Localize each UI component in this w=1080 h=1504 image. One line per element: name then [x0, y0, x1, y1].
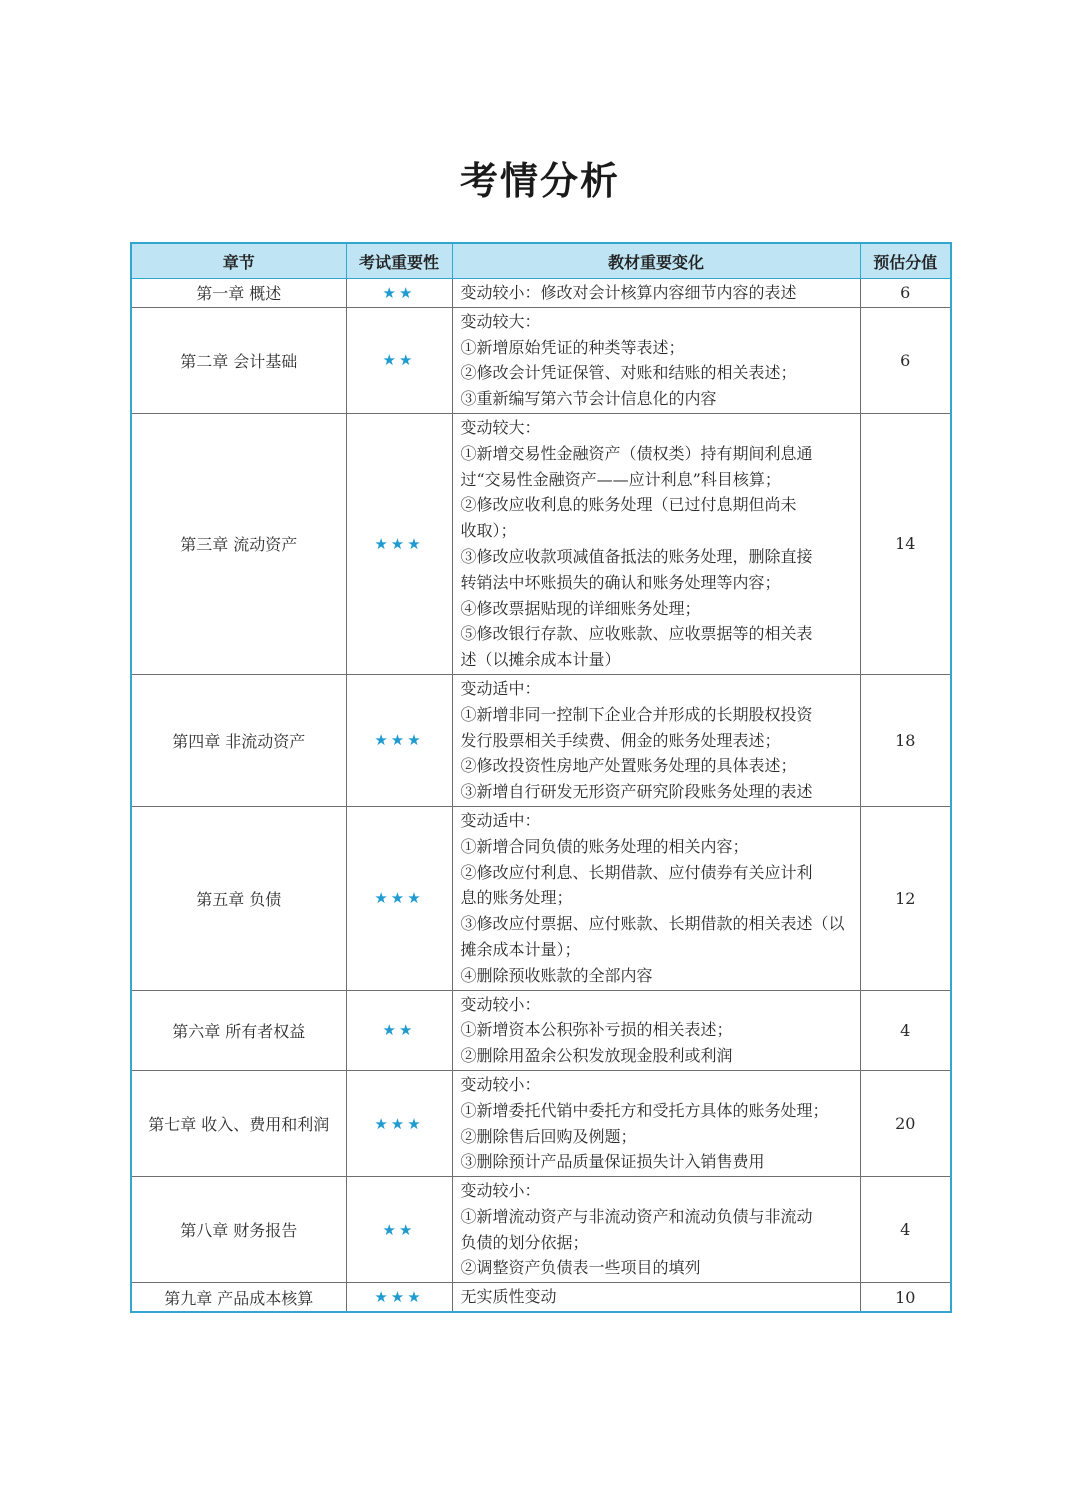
chapter-cell: 第四章 非流动资产 — [131, 674, 346, 806]
change-line: 过“交易性金融资产——应计利息”科目核算； — [460, 469, 781, 489]
header-importance: 考试重要性 — [346, 243, 452, 279]
change-line: ①新增合同负债的账务处理的相关内容； — [460, 836, 749, 856]
score-cell: 10 — [860, 1283, 951, 1312]
chapter-cell: 第三章 流动资产 — [131, 413, 346, 674]
change-line: ②删除售后回购及例题； — [460, 1126, 637, 1146]
exam-analysis-table — [130, 242, 952, 1313]
chapter-cell: 第五章 负债 — [131, 806, 346, 990]
table-row — [131, 1283, 951, 1312]
change-line: ②修改会计凭证保管、对账和结账的相关表述； — [460, 363, 797, 383]
change-line: 变动较小： — [460, 994, 541, 1014]
header-score: 预估分值 — [860, 243, 951, 279]
change-line: ④删除预收账款的全部内容 — [460, 965, 653, 985]
table-row — [131, 307, 951, 413]
changes-cell — [452, 990, 860, 1070]
change-line: 述（以摊余成本计量） — [460, 650, 621, 670]
change-line: 变动较大： — [460, 311, 541, 331]
score-cell: 6 — [860, 307, 951, 413]
change-line: 变动适中： — [460, 810, 541, 830]
star-rating: ★★★ — [346, 413, 452, 674]
star-rating: ★★★ — [346, 1283, 452, 1312]
change-line: 息的账务处理； — [460, 888, 573, 908]
star-rating: ★★ — [346, 990, 452, 1070]
table-row — [131, 413, 951, 674]
chapter-cell: 第八章 财务报告 — [131, 1177, 346, 1283]
score-cell: 6 — [860, 279, 951, 308]
change-line: 负债的划分依据； — [460, 1232, 589, 1252]
change-line: ③修改应付票据、应付账款、长期借款的相关表述（以 — [460, 914, 845, 934]
change-line: ②修改应收利息的账务处理（已过付息期但尚未 — [460, 495, 797, 515]
change-line: ③新增自行研发无形资产研究阶段账务处理的表述 — [460, 782, 813, 802]
table-row — [131, 806, 951, 990]
star-rating: ★★ — [346, 307, 452, 413]
change-line: 发行股票相关手续费、佣金的账务处理表述； — [460, 730, 781, 750]
change-line: 收取）； — [460, 521, 517, 541]
change-line: ③修改应收款项减值备抵法的账务处理，删除直接 — [460, 546, 813, 566]
score-cell: 20 — [860, 1070, 951, 1176]
chapter-cell: 第七章 收入、费用和利润 — [131, 1070, 346, 1176]
header-changes: 教材重要变化 — [452, 243, 860, 279]
table-header-row — [131, 243, 951, 279]
score-cell: 12 — [860, 806, 951, 990]
changes-cell — [452, 806, 860, 990]
change-line: 转销法中坏账损失的确认和账务处理等内容； — [460, 572, 781, 592]
score-cell: 4 — [860, 1177, 951, 1283]
change-line: 变动较小： — [460, 1074, 541, 1094]
change-line: ①新增原始凭证的种类等表述； — [460, 337, 685, 357]
table-row — [131, 1177, 951, 1283]
chapter-cell: 第六章 所有者权益 — [131, 990, 346, 1070]
chapter-cell: 第九章 产品成本核算 — [131, 1283, 346, 1312]
page-title: 考情分析 — [459, 159, 620, 203]
change-line: 摊余成本计量）； — [460, 939, 581, 959]
star-rating: ★★★ — [346, 806, 452, 990]
change-line: ③重新编写第六节会计信息化的内容 — [460, 389, 717, 409]
score-cell: 14 — [860, 413, 951, 674]
changes-cell — [452, 307, 860, 413]
change-line: 变动适中： — [460, 678, 541, 698]
star-rating: ★★ — [346, 279, 452, 308]
change-line: ①新增非同一控制下企业合并形成的长期股权投资 — [460, 704, 813, 724]
change-line: 无实质性变动 — [460, 1287, 557, 1307]
table-row — [131, 1070, 951, 1176]
changes-cell — [452, 1283, 860, 1312]
change-line: ①新增流动资产与非流动资产和流动负债与非流动 — [460, 1206, 813, 1226]
change-line: 变动较小： — [460, 1181, 541, 1201]
change-line: ①新增交易性金融资产（债权类）持有期间利息通 — [460, 443, 813, 463]
change-line: ⑤修改银行存款、应收账款、应收票据等的相关表 — [460, 624, 813, 644]
change-line: 变动较小：修改对会计核算内容细节内容的表述 — [460, 283, 797, 302]
changes-cell — [452, 1070, 860, 1176]
star-rating: ★★ — [346, 1177, 452, 1283]
header-chapter: 章节 — [131, 243, 346, 279]
change-line: ②删除用盈余公积发放现金股利或利润 — [460, 1046, 733, 1066]
change-line: 变动较大： — [460, 417, 541, 437]
chapter-cell: 第二章 会计基础 — [131, 307, 346, 413]
change-line: ②修改应付利息、长期借款、应付债券有关应计利 — [460, 862, 813, 882]
change-line: ②调整资产负债表一些项目的填列 — [460, 1258, 701, 1278]
table-row — [131, 279, 951, 308]
change-line: ①新增资本公积弥补亏损的相关表述； — [460, 1020, 733, 1040]
table-row — [131, 990, 951, 1070]
change-line: ④修改票据贴现的详细账务处理； — [460, 598, 701, 618]
score-cell: 18 — [860, 674, 951, 806]
score-cell: 4 — [860, 990, 951, 1070]
change-line: ③删除预计产品质量保证损失计入销售费用 — [460, 1152, 765, 1172]
changes-cell — [452, 1177, 860, 1283]
chapter-cell: 第一章 概述 — [131, 279, 346, 308]
star-rating: ★★★ — [346, 1070, 452, 1176]
change-line: ②修改投资性房地产处置账务处理的具体表述； — [460, 756, 797, 776]
changes-cell — [452, 413, 860, 674]
changes-cell — [452, 279, 860, 308]
change-line: ①新增委托代销中委托方和受托方具体的账务处理； — [460, 1100, 829, 1120]
star-rating: ★★★ — [346, 674, 452, 806]
changes-cell — [452, 674, 860, 806]
table-row — [131, 674, 951, 806]
